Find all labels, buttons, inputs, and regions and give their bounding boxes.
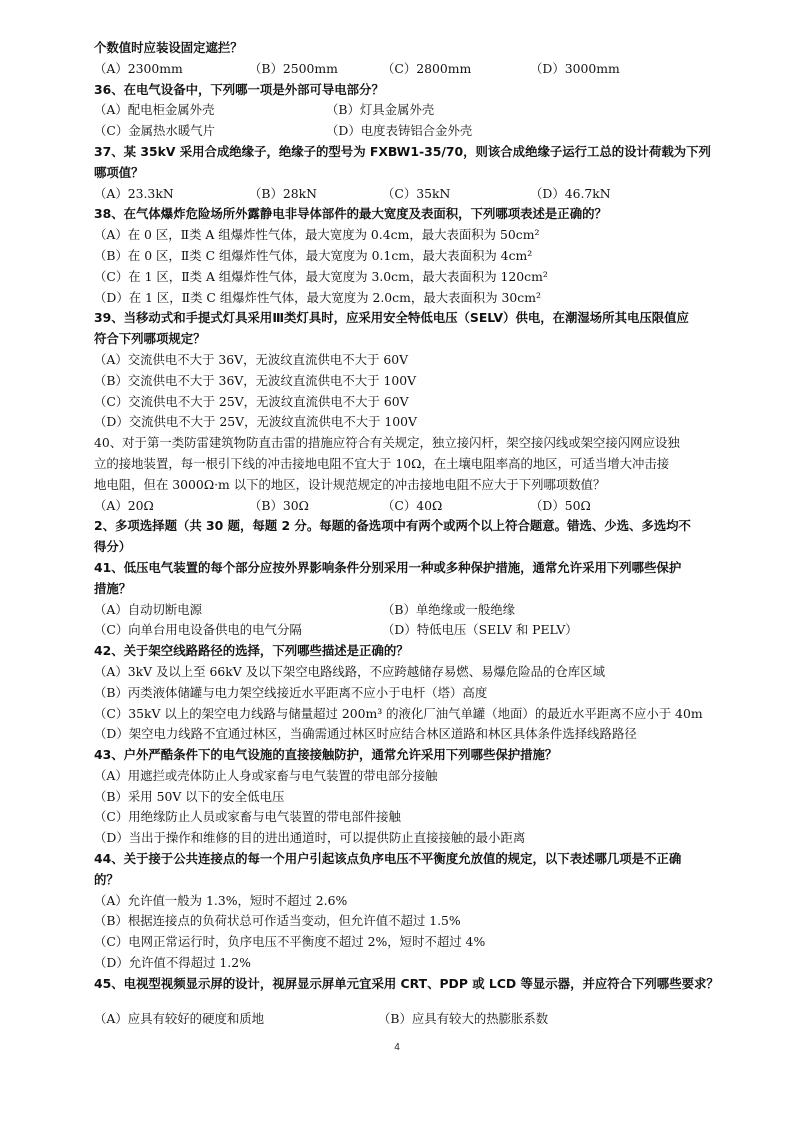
question-39-stem: 39、当移动式和手提式灯具采用Ⅲ类灯具时，应采用安全特低电压（SELV）供电，在潮湿场所其电压限值应 [94, 310, 689, 326]
option-d: （D）在 1 区，Ⅱ类 C 组爆炸性气体，最大宽度为 2.0cm，最大表面积为 30cm² [94, 289, 541, 305]
question-37-stem: 37、某 35kV 采用合成绝缘子，绝缘子的型号为 FXBW1-35/70，则该合成绝缘子运行工总的设计荷载为下列 [94, 143, 711, 159]
options-row [94, 100, 756, 121]
option-d: （D）允许值不得超过 1.2% [94, 955, 251, 971]
options-row [94, 620, 756, 641]
options-row [94, 121, 756, 142]
options-row [94, 1009, 756, 1030]
option-a: （A）自动切断电源 [94, 601, 203, 617]
option-d: （D）特低电压（SELV 和 PELV） [382, 622, 578, 638]
option-c: （C）金属热水暖气片 [94, 123, 215, 139]
page-number: 4 [394, 1042, 400, 1053]
option-a: （A）2300mm [94, 60, 183, 76]
option-b: （B）2500mm [249, 60, 338, 76]
option-d: （D）电度表铸铝合金外壳 [326, 123, 473, 139]
option-a: （A）用遮拦或壳体防止人身或家畜与电气装置的带电部分接触 [94, 767, 438, 783]
option-b: （B）交流供电不大于 36V，无波纹直流供电不大于 100V [94, 372, 417, 388]
option-a: （A）20Ω [94, 497, 154, 513]
options-row [94, 600, 756, 621]
option-c: （C）2800mm [382, 60, 472, 76]
question-45-stem: 45、电视型视频显示屏的设计，视屏显示屏单元宜采用 CRT、PDP 或 LCD 等显示器，并应符合下列哪些要求？ [94, 975, 719, 991]
option-a: （A）23.3kN [94, 185, 174, 201]
option-b: （B）丙类液体储罐与电力架空线接近水平距离不应小于电杆（塔）高度 [94, 684, 488, 700]
option-a: （A）允许值一般为 1.3%，短时不超过 2.6% [94, 892, 348, 908]
option-d: （D）架空电力线路不宜通过林区，当确需通过林区时应结合林区道路和林区具体条件选择线路路径 [94, 726, 637, 742]
option-c: （C）40Ω [382, 497, 443, 513]
document-page [94, 38, 756, 1029]
blank-gap [94, 995, 756, 1009]
option-a: （A）在 0 区，Ⅱ类 A 组爆炸性气体，最大宽度为 0.4cm，最大表面积为 50cm² [94, 227, 540, 243]
option-b: （B）30Ω [249, 497, 309, 513]
option-b: （B）在 0 区，Ⅱ类 C 组爆炸性气体，最大宽度为 0.1cm，最大表面积为 4cm² [94, 247, 533, 263]
option-d: （D）当出于操作和维修的目的进出通道时，可以提供防止直接接触的最小距离 [94, 830, 526, 846]
option-c: （C）向单台用电设备供电的电气分隔 [94, 622, 302, 638]
options-row [94, 184, 756, 205]
option-b: （B）单绝缘或一般绝缘 [382, 601, 516, 617]
option-c: （C）交流供电不大于 25V，无波纹直流供电不大于 60V [94, 393, 409, 409]
option-d: （D）3000mm [530, 60, 620, 76]
options-row [94, 59, 756, 80]
option-d: （D）50Ω [530, 497, 591, 513]
option-b: （B）应具有较大的热膨胀系数 [378, 1010, 549, 1026]
option-a: （A）应具有较好的硬度和质地 [94, 1010, 265, 1026]
question-40-stem: 40、对于第一类防雷建筑物防直击雷的措施应符合有关规定，独立接闪杆，架空接闪线或架空接闪网应设独 [94, 435, 680, 451]
question-37-stem-cont: 哪项值？ [94, 164, 144, 180]
option-d: （D）46.7kN [530, 185, 611, 201]
option-c: （C）35kN [382, 185, 451, 201]
question-41-stem-cont: 措施？ [94, 580, 132, 596]
option-a: （A）3kV 及以上至 66kV 及以下架空电路线路，不应跨越储存易燃、易爆危险品的仓库区域 [94, 663, 605, 679]
question-stem-tail: 个数值时应装设固定遮拦？ [94, 40, 243, 55]
option-c: （C）在 1 区，Ⅱ类 A 组爆炸性气体，最大宽度为 3.0cm，最大表面积为 120cm² [94, 268, 548, 284]
option-b: （B）28kN [249, 185, 318, 201]
question-40-stem-cont: 立的接地装置，每一根引下线的冲击接地电阻不宜大于 10Ω，在土壤电阻率高的地区，可适当增大冲击接 [94, 455, 670, 471]
options-row [94, 496, 756, 517]
option-c: （C）35kV 以上的架空电力线路与储量超过 200m³ 的液化厂油气单罐（地面）的最近水平距离不应小于 40m [94, 705, 703, 721]
question-44-stem-cont: 的？ [94, 871, 119, 887]
option-b: （B）采用 50V 以下的安全低电压 [94, 788, 285, 804]
question-41-stem: 41、低压电气装置的每个部分应按外界影响条件分别采用一种或多种保护措施，通常允许采用下列哪些保护 [94, 559, 682, 575]
section-heading: 2、多项选择题（共 30 题，每题 2 分。每题的备选项中有两个或两个以上符合题意。错选、少选、多选均不 [94, 518, 691, 534]
question-44-stem: 44、关于接于公共连接点的每一个用户引起该点负序电压不平衡度允放值的规定，以下表述哪几项是不正确 [94, 851, 682, 867]
option-c: （C）用绝缘防止人员或家畜与电气装置的带电部件接触 [94, 809, 401, 825]
option-a: （A）交流供电不大于 36V，无波纹直流供电不大于 60V [94, 351, 409, 367]
section-heading-cont: 得分） [94, 539, 132, 555]
question-40-stem-cont: 地电阻，但在 3000Ω·m 以下的地区，设计规范规定的冲击接地电阻不应大于下列哪项数值？ [94, 476, 606, 492]
question-42-stem: 42、关于架空线路路径的选择，下列哪些描述是正确的？ [94, 643, 409, 659]
question-36-stem: 36、在电气设备中，下列哪一项是外部可导电部分？ [94, 81, 384, 97]
option-d: （D）交流供电不大于 25V，无波纹直流供电不大于 100V [94, 414, 417, 430]
question-38-stem: 38、在气体爆炸危险场所外露静电非导体部件的最大宽度及表面积，下列哪项表述是正确的？ [94, 206, 607, 222]
option-c: （C）电网正常运行时，负序电压不平衡度不超过 2%，短时不超过 4% [94, 934, 486, 950]
question-43-stem: 43、户外严酷条件下的电气设施的直接接触防护，通常允许采用下列哪些保护措施？ [94, 747, 558, 763]
option-b: （B）根据连接点的负荷状总可作适当变动，但允许值不超过 1.5% [94, 913, 461, 929]
question-39-stem-cont: 符合下列哪项规定？ [94, 331, 206, 347]
option-a: （A）配电柜金属外壳 [94, 102, 215, 118]
option-b: （B）灯具金属外壳 [326, 102, 435, 118]
